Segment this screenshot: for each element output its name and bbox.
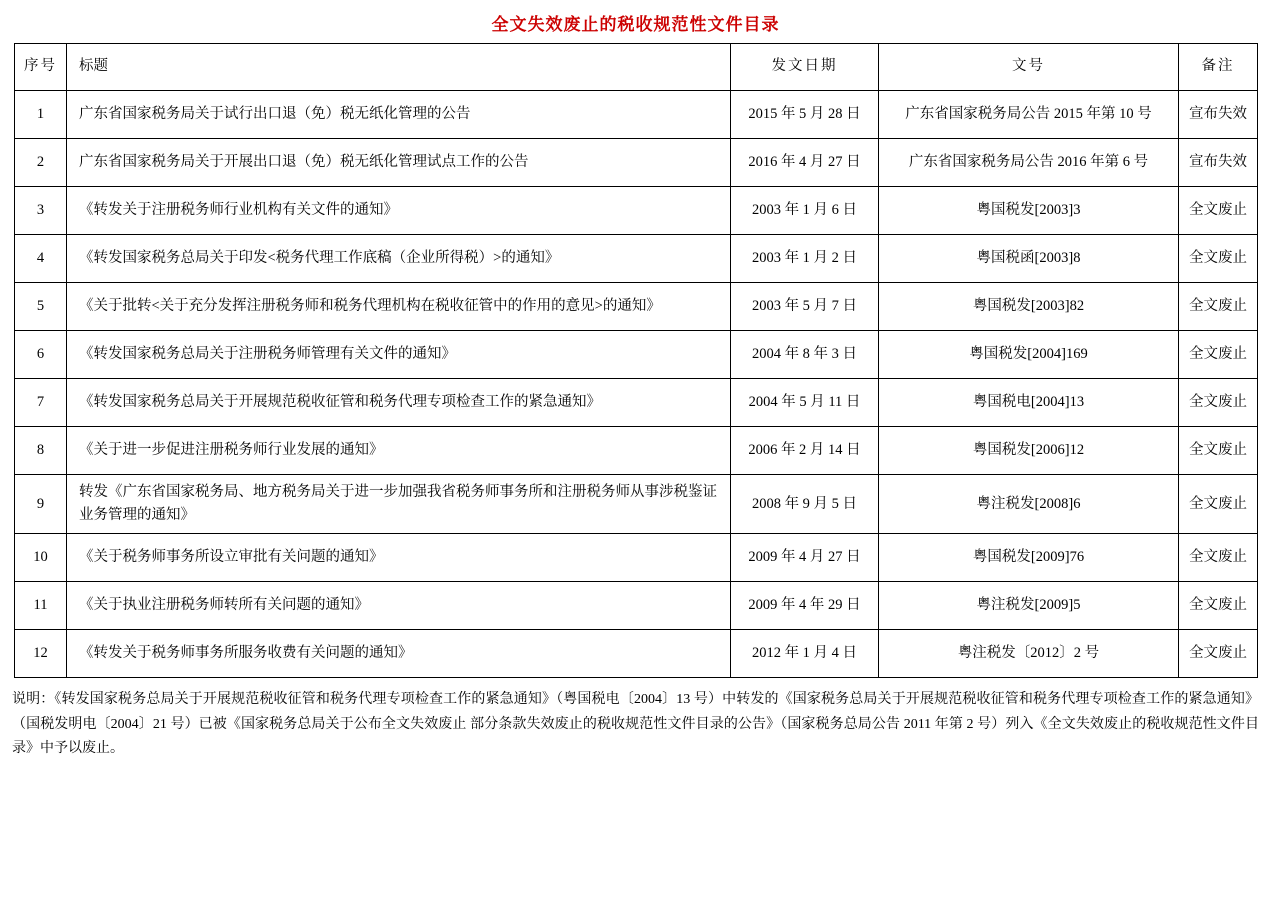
table-row [15,630,1258,678]
page-title: 全文失效废止的税收规范性文件目录 [491,15,780,34]
cell-seq: 2 [15,139,67,187]
cell-number: 粤国税发[2006]12 [879,427,1179,475]
cell-note: 全文废止 [1179,379,1258,427]
cell-number: 粤注税发[2009]5 [879,582,1179,630]
cell-title: 《关于税务师事务所设立审批有关问题的通知》 [67,534,731,582]
column-header-title: 标题 [67,44,731,91]
cell-seq: 12 [15,630,67,678]
cell-note: 全文废止 [1179,582,1258,630]
table-body [15,91,1258,678]
cell-seq: 4 [15,235,67,283]
cell-note: 全文废止 [1179,475,1258,534]
table-container [0,43,1271,678]
cell-seq: 9 [15,475,67,534]
cell-title: 广东省国家税务局关于开展出口退（免）税无纸化管理试点工作的公告 [67,139,731,187]
cell-note: 全文废止 [1179,283,1258,331]
table-header-row [15,44,1258,91]
cell-date: 2016 年 4 月 27 日 [731,139,879,187]
cell-number: 粤国税发[2003]3 [879,187,1179,235]
cell-title: 《关于执业注册税务师转所有关问题的通知》 [67,582,731,630]
cell-number: 粤注税发〔2012〕2 号 [879,630,1179,678]
column-header-date: 发文日期 [731,44,879,91]
invalid-tax-documents-table [14,43,1258,678]
cell-number: 粤国税发[2004]169 [879,331,1179,379]
cell-seq: 5 [15,283,67,331]
cell-number: 粤国税发[2009]76 [879,534,1179,582]
cell-title: 《转发关于注册税务师行业机构有关文件的通知》 [67,187,731,235]
cell-note: 宣布失效 [1179,139,1258,187]
table-row [15,283,1258,331]
cell-title: 广东省国家税务局关于试行出口退（免）税无纸化管理的公告 [67,91,731,139]
cell-number: 粤注税发[2008]6 [879,475,1179,534]
cell-number: 粤国税电[2004]13 [879,379,1179,427]
cell-seq: 1 [15,91,67,139]
cell-date: 2009 年 4 月 27 日 [731,534,879,582]
cell-seq: 7 [15,379,67,427]
cell-title: 《转发关于税务师事务所服务收费有关问题的通知》 [67,630,731,678]
table-row [15,475,1258,534]
cell-note: 全文废止 [1179,427,1258,475]
cell-number: 粤国税发[2003]82 [879,283,1179,331]
cell-title: 《关于进一步促进注册税务师行业发展的通知》 [67,427,731,475]
cell-date: 2003 年 1 月 2 日 [731,235,879,283]
cell-number: 粤国税函[2003]8 [879,235,1179,283]
cell-date: 2015 年 5 月 28 日 [731,91,879,139]
cell-note: 全文废止 [1179,534,1258,582]
cell-note: 全文废止 [1179,187,1258,235]
cell-title: 《关于批转<关于充分发挥注册税务师和税务代理机构在税收征管中的作用的意见>的通知》 [67,283,731,331]
cell-seq: 6 [15,331,67,379]
footer-note: 说明：《转发国家税务总局关于开展规范税收征管和税务代理专项检查工作的紧急通知》（粤国税电〔2004〕13 号）中转发的《国家税务总局关于开展规范税收征管和税务代理专项检查工作的紧急通知》（国税发明电〔2004〕21 号）已被《国家税务总局关于公布全文失效废止 部分条款失效废止的税收规范性文件目录的公告》（国家税务总局公告 2011 年第 2 号）列入《全文失效废止的税收规范性文件目录》中予以废止。 [12,692,1259,757]
table-row [15,235,1258,283]
table-row [15,427,1258,475]
table-header [15,44,1258,91]
cell-date: 2003 年 1 月 6 日 [731,187,879,235]
cell-date: 2003 年 5 月 7 日 [731,283,879,331]
table-row [15,582,1258,630]
cell-date: 2004 年 5 月 11 日 [731,379,879,427]
column-header-note: 备注 [1179,44,1258,91]
cell-number: 广东省国家税务局公告 2016 年第 6 号 [879,139,1179,187]
cell-note: 全文废止 [1179,235,1258,283]
cell-date: 2009 年 4 年 29 日 [731,582,879,630]
cell-seq: 3 [15,187,67,235]
cell-title: 转发《广东省国家税务局、地方税务局关于进一步加强我省税务师事务所和注册税务师从事涉税鉴证业务管理的通知》 [67,475,731,534]
cell-date: 2006 年 2 月 14 日 [731,427,879,475]
cell-date: 2008 年 9 月 5 日 [731,475,879,534]
cell-title: 《转发国家税务总局关于开展规范税收征管和税务代理专项检查工作的紧急通知》 [67,379,731,427]
table-row [15,534,1258,582]
table-row [15,187,1258,235]
cell-seq: 8 [15,427,67,475]
cell-seq: 10 [15,534,67,582]
cell-number: 广东省国家税务局公告 2015 年第 10 号 [879,91,1179,139]
cell-note: 宣布失效 [1179,91,1258,139]
cell-note: 全文废止 [1179,630,1258,678]
table-row [15,331,1258,379]
table-row [15,379,1258,427]
cell-title: 《转发国家税务总局关于印发<税务代理工作底稿（企业所得税）>的通知》 [67,235,731,283]
table-row [15,91,1258,139]
table-row [15,139,1258,187]
cell-title: 《转发国家税务总局关于注册税务师管理有关文件的通知》 [67,331,731,379]
cell-seq: 11 [15,582,67,630]
column-header-number: 文号 [879,44,1179,91]
cell-date: 2012 年 1 月 4 日 [731,630,879,678]
cell-note: 全文废止 [1179,331,1258,379]
cell-date: 2004 年 8 年 3 日 [731,331,879,379]
column-header-seq: 序号 [15,44,67,91]
